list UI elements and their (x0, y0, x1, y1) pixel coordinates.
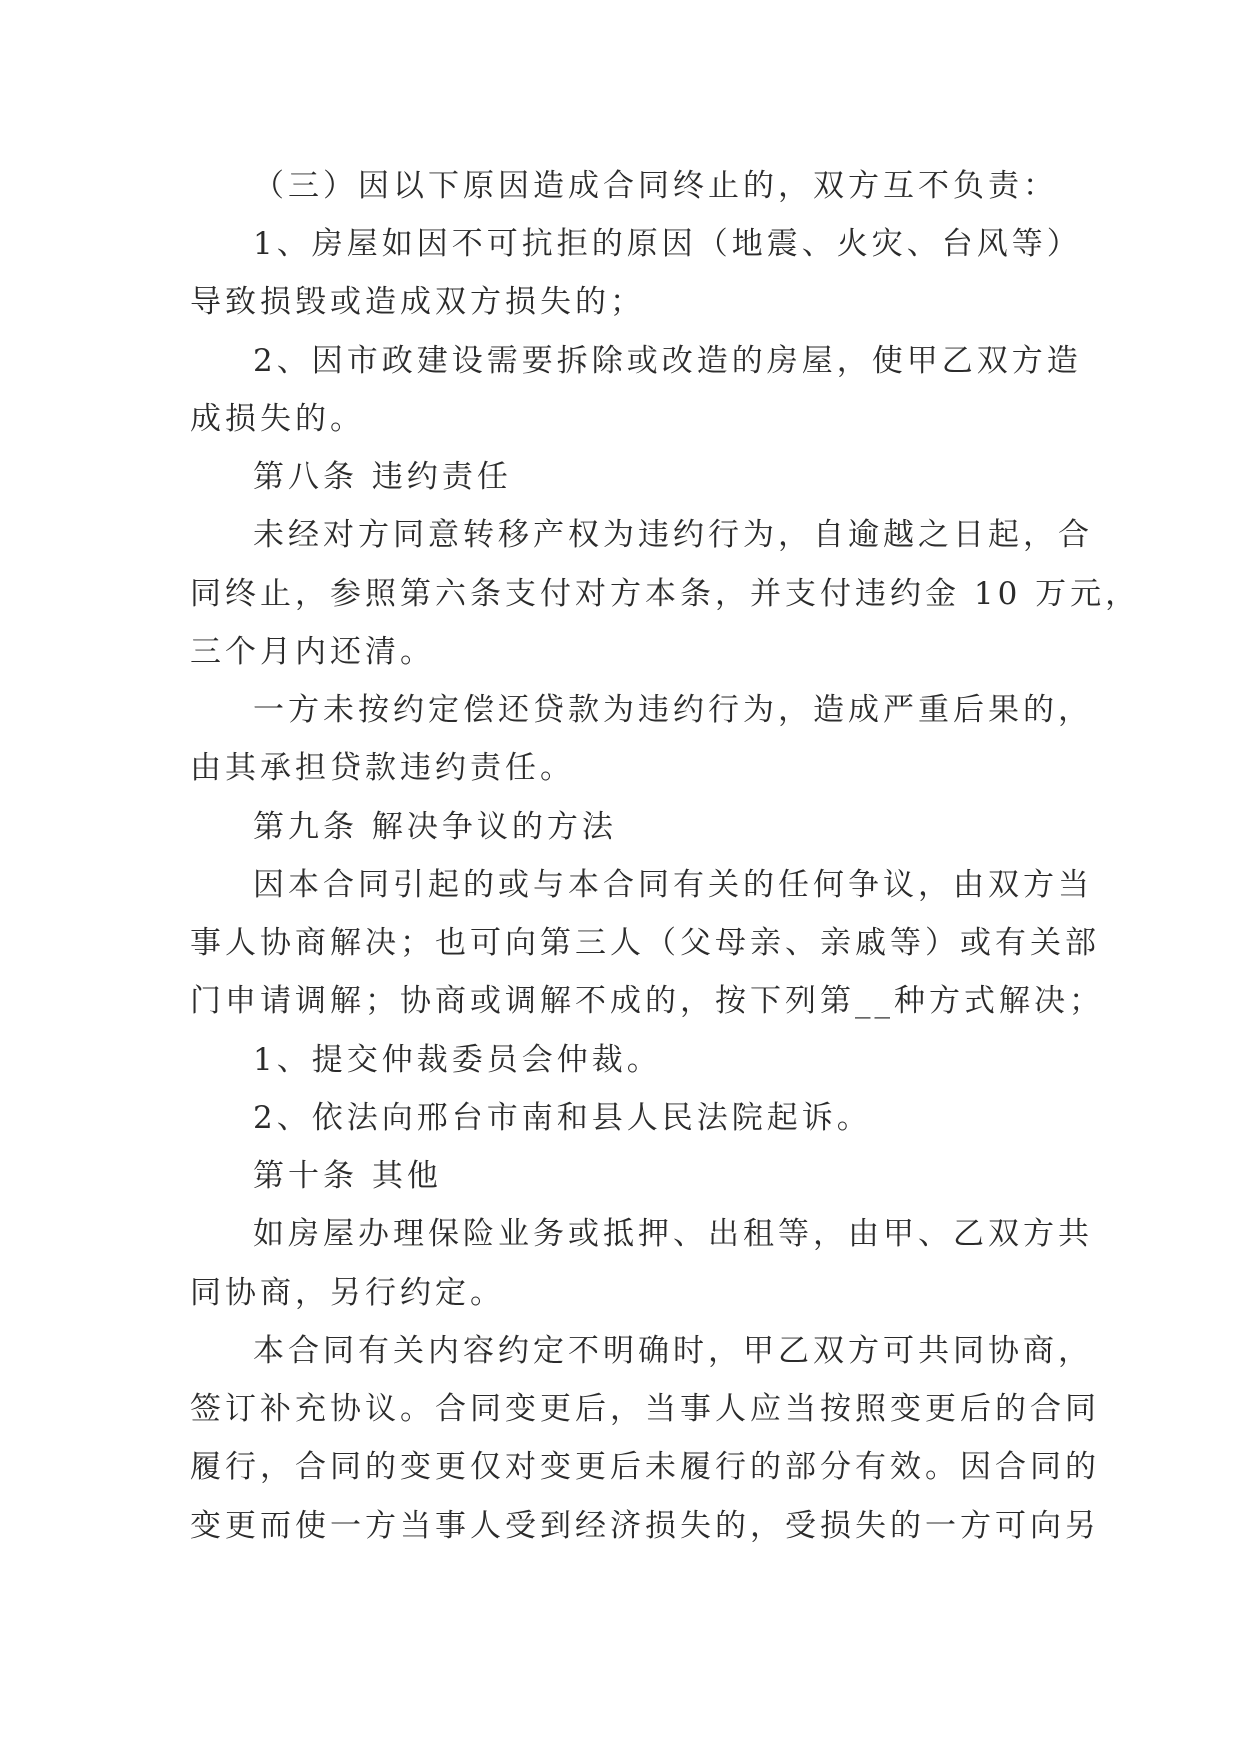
paragraph-line: 签订补充协议。合同变更后，当事人应当按照变更后的合同 (190, 1391, 1100, 1427)
paragraph-line: 因本合同引起的或与本合同有关的任何争议，由双方当 (253, 867, 1093, 903)
paragraph-line: 未经对方同意转移产权为违约行为，自逾越之日起，合 (253, 517, 1093, 553)
paragraph-line: 导致损毁或造成双方损失的； (190, 284, 645, 320)
article-9-heading: 第九条 解决争议的方法 (253, 809, 617, 845)
paragraph-line: 成损失的。 (190, 401, 365, 437)
paragraph-line: 三个月内还清。 (190, 634, 435, 670)
paragraph-line: 履行，合同的变更仅对变更后未履行的部分有效。因合同的 (190, 1449, 1100, 1485)
paragraph-line: 1、提交仲裁委员会仲裁。 (253, 1042, 662, 1078)
article-8-heading: 第八条 违约责任 (253, 459, 512, 495)
paragraph-line: 2、因市政建设需要拆除或改造的房屋，使甲乙双方造 (253, 343, 1082, 379)
paragraph-line: 1、房屋如因不可抗拒的原因（地震、火灾、台风等） (253, 226, 1082, 262)
paragraph-line: 事人协商解决；也可向第三人（父母亲、亲戚等）或有关部 (190, 925, 1100, 961)
paragraph-line: 由其承担贷款违约责任。 (190, 750, 575, 786)
paragraph-line: 2、依法向邢台市南和县人民法院起诉。 (253, 1100, 872, 1136)
paragraph-line: 本合同有关内容约定不明确时，甲乙双方可共同协商， (253, 1333, 1093, 1369)
clause-7-item-3-heading: （三）因以下原因造成合同终止的，双方互不负责： (253, 168, 1058, 204)
paragraph-line: 变更而使一方当事人受到经济损失的，受损失的一方可向另 (190, 1508, 1100, 1544)
paragraph-line: 门申请调解；协商或调解不成的，按下列第__种方式解决； (190, 983, 1104, 1019)
article-10-heading: 第十条 其他 (253, 1158, 442, 1194)
paragraph-line: 如房屋办理保险业务或抵押、出租等，由甲、乙双方共 (253, 1216, 1093, 1252)
paragraph-line: 一方未按约定偿还贷款为违约行为，造成严重后果的， (253, 692, 1093, 728)
paragraph-line: 同协商，另行约定。 (190, 1275, 505, 1311)
paragraph-line: 同终止，参照第六条支付对方本条，并支付违约金 10 万元， (190, 576, 1141, 612)
